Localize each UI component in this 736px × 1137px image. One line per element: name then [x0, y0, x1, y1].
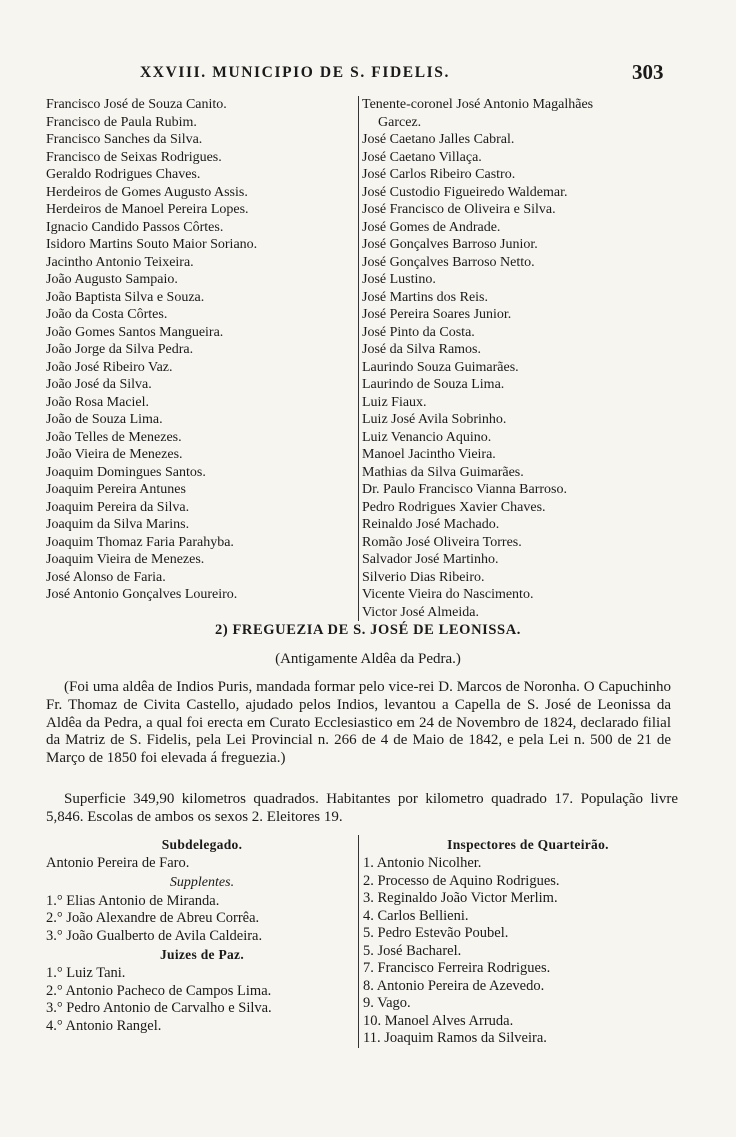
- inspector-item: 7. Francisco Ferreira Rodrigues.: [363, 960, 551, 976]
- name-entry: Pedro Rodrigues Xavier Chaves.: [362, 499, 546, 515]
- supplente-item: 2.° João Alexandre de Abreu Corrêa.: [46, 910, 260, 926]
- name-entry: José Carlos Ribeiro Castro.: [362, 167, 516, 182]
- inspector-item: 1. Antonio Nicolher.: [363, 855, 482, 871]
- name-entry: Manoel Jacintho Vieira.: [362, 447, 496, 462]
- inspector-item: 4. Carlos Bellieni.: [363, 907, 469, 924]
- inspector-item: 2. Processo de Aquino Rodrigues.: [363, 872, 560, 889]
- name-entry: João José da Silva.: [46, 377, 152, 392]
- name-entry: João Vieira de Menezes.: [46, 447, 183, 462]
- inspector-item: 3. Reginaldo João Victor Merlim.: [363, 890, 558, 906]
- name-entry: Geraldo Rodrigues Chaves.: [46, 167, 201, 182]
- name-entry: Luiz Venancio Aquino.: [362, 429, 492, 445]
- name-entry: Jacintho Antonio Teixeira.: [46, 254, 194, 270]
- name-entry: Laurindo de Souza Lima.: [362, 377, 505, 392]
- right-name-list: [358, 96, 708, 621]
- name-entry: Tenente-coronel José Antonio Magalhães: [362, 97, 594, 112]
- name-entry: Francisco de Paula Rubim.: [46, 114, 197, 130]
- name-entry: José Custodio Figueiredo Waldemar.: [362, 184, 568, 200]
- name-entry: Laurindo Souza Guimarães.: [362, 359, 519, 375]
- inspector-item: 5. Pedro Estevão Poubel.: [363, 925, 509, 941]
- name-entry: Francisco Sanches da Silva.: [46, 132, 203, 147]
- name-entry: José Alonso de Faria.: [46, 569, 166, 585]
- name-entry: João José Ribeiro Vaz.: [46, 359, 173, 375]
- name-entry: João Augusto Sampaio.: [46, 272, 178, 287]
- subdelegado-name: Antonio Pereira de Faro.: [46, 855, 190, 871]
- inspectores-heading: Inspectores de Quarteirão.: [447, 837, 609, 852]
- name-entry: Mathias da Silva Guimarães.: [362, 464, 524, 480]
- name-entry: Dr. Paulo Francisco Vianna Barroso.: [362, 482, 567, 497]
- left-name-list: [46, 96, 354, 604]
- name-entry: José Lustino.: [362, 272, 436, 287]
- name-entry: Herdeiros de Gomes Augusto Assis.: [46, 184, 248, 200]
- name-entry: João Jorge da Silva Pedra.: [46, 342, 194, 357]
- name-entry: Joaquim da Silva Marins.: [46, 517, 190, 532]
- supplentes-heading: Supplentes.: [169, 874, 235, 890]
- juiz-item: 2.° Antonio Pacheco de Campos Lima.: [46, 982, 272, 999]
- name-entry: Garcez.: [378, 114, 422, 130]
- inspector-item: 11. Joaquim Ramos da Silveira.: [363, 1030, 547, 1046]
- name-entry: João Telles de Menezes.: [46, 429, 182, 445]
- inspectores-column: [358, 835, 693, 1048]
- supplente-item: 3.° João Gualberto de Avila Caldeira.: [46, 927, 263, 944]
- name-entry: Francisco José de Souza Canito.: [46, 97, 227, 112]
- name-entry: José da Silva Ramos.: [362, 342, 481, 357]
- name-entry: José Martins dos Reis.: [362, 289, 488, 305]
- running-title: XXVIII. MUNICIPIO DE S. FIDELIS.: [140, 64, 451, 81]
- juiz-item: 4.° Antonio Rangel.: [46, 1017, 162, 1034]
- name-entry: José Gonçalves Barroso Netto.: [362, 254, 535, 270]
- name-entry: Victor José Almeida.: [362, 604, 479, 620]
- statistics-paragraph: Superficie 349,90 kilometros quadrados. Habitantes por kilometro quadrado 17. População livre 5,846. Escolas de ambos os sexos 2. Eleitores 19.: [46, 791, 678, 825]
- name-entry: José Gonçalves Barroso Junior.: [362, 237, 538, 252]
- inspector-item: 5. José Bacharel.: [363, 942, 462, 959]
- name-entry: João Rosa Maciel.: [46, 394, 150, 410]
- name-entry: Joaquim Thomaz Faria Parahyba.: [46, 534, 234, 550]
- officials-left-column: [46, 835, 358, 1035]
- supplente-item: 1.° Elias Antonio de Miranda.: [46, 892, 220, 909]
- name-entry: Reinaldo José Machado.: [362, 517, 500, 532]
- section-subtitle: (Antigamente Aldêa da Pedra.): [275, 651, 461, 667]
- name-entry: José Pinto da Costa.: [362, 324, 475, 340]
- name-entry: José Antonio Gonçalves Loureiro.: [46, 587, 238, 602]
- name-entry: Vicente Vieira do Nascimento.: [362, 587, 534, 602]
- name-entry: José Francisco de Oliveira e Silva.: [362, 202, 556, 217]
- name-entry: Luiz José Avila Sobrinho.: [362, 412, 507, 427]
- name-entry: João de Souza Lima.: [46, 412, 163, 427]
- juiz-item: 1.° Luiz Tani.: [46, 965, 126, 981]
- name-entry: Francisco de Seixas Rodrigues.: [46, 149, 222, 165]
- name-entry: Herdeiros de Manoel Pereira Lopes.: [46, 202, 249, 217]
- name-entry: Joaquim Domingues Santos.: [46, 464, 206, 480]
- juiz-item: 3.° Pedro Antonio de Carvalho e Silva.: [46, 1000, 272, 1016]
- name-entry: Joaquim Vieira de Menezes.: [46, 552, 205, 567]
- name-entry: João da Costa Côrtes.: [46, 307, 168, 322]
- name-entry: João Baptista Silva e Souza.: [46, 289, 205, 305]
- name-entry: Ignacio Candido Passos Côrtes.: [46, 219, 224, 235]
- officials-section: [46, 835, 696, 1050]
- name-entry: João Gomes Santos Mangueira.: [46, 324, 224, 340]
- name-entry: Joaquim Pereira da Silva.: [46, 499, 190, 515]
- page-header: [0, 60, 736, 90]
- section-title: 2) FREGUEZIA DE S. JOSÉ DE LEONISSA.: [214, 622, 522, 638]
- name-entry: Isidoro Martins Souto Maior Soriano.: [46, 237, 258, 252]
- name-entry: José Caetano Villaça.: [362, 149, 482, 165]
- name-entry: Joaquim Pereira Antunes: [46, 482, 186, 497]
- name-entry: Salvador José Martinho.: [362, 552, 499, 567]
- inspector-item: 10. Manoel Alves Arruda.: [363, 1012, 514, 1029]
- juizes-heading: Juizes de Paz.: [159, 947, 245, 962]
- name-entry: José Caetano Jalles Cabral.: [362, 132, 515, 147]
- inspector-item: 8. Antonio Pereira de Azevedo.: [363, 977, 545, 994]
- name-entry: José Gomes de Andrade.: [362, 219, 501, 235]
- name-entry: Romão José Oliveira Torres.: [362, 534, 522, 550]
- name-entry: Silverio Dias Ribeiro.: [362, 569, 485, 585]
- name-entry: Luiz Fiaux.: [362, 394, 427, 410]
- subdelegado-heading: Subdelegado.: [161, 837, 243, 852]
- history-paragraph: (Foi uma aldêa de Indios Puris, mandada formar pelo vice-rei D. Marcos de Noronha. O Capuchinho Fr. Thomaz de Civita Castello, ajudado pelos Indios, levantou a Capella de S. José de Leonissa da Aldêa da Pedra, a qual foi erecta em Curato Ecclesiastico em 24 de Novembro de 1824, declarado filial da Matriz de S. Fidelis, pela Lei Provincial n. 266 de 4 de Maio de 1842, e pela Lei n. 500 de 21 de Março de 1850 foi elevada á freguezia.): [46, 679, 671, 767]
- name-entry: José Pereira Soares Junior.: [362, 307, 512, 322]
- page-number: 303: [632, 60, 664, 84]
- inspector-item: 9. Vago.: [363, 995, 411, 1011]
